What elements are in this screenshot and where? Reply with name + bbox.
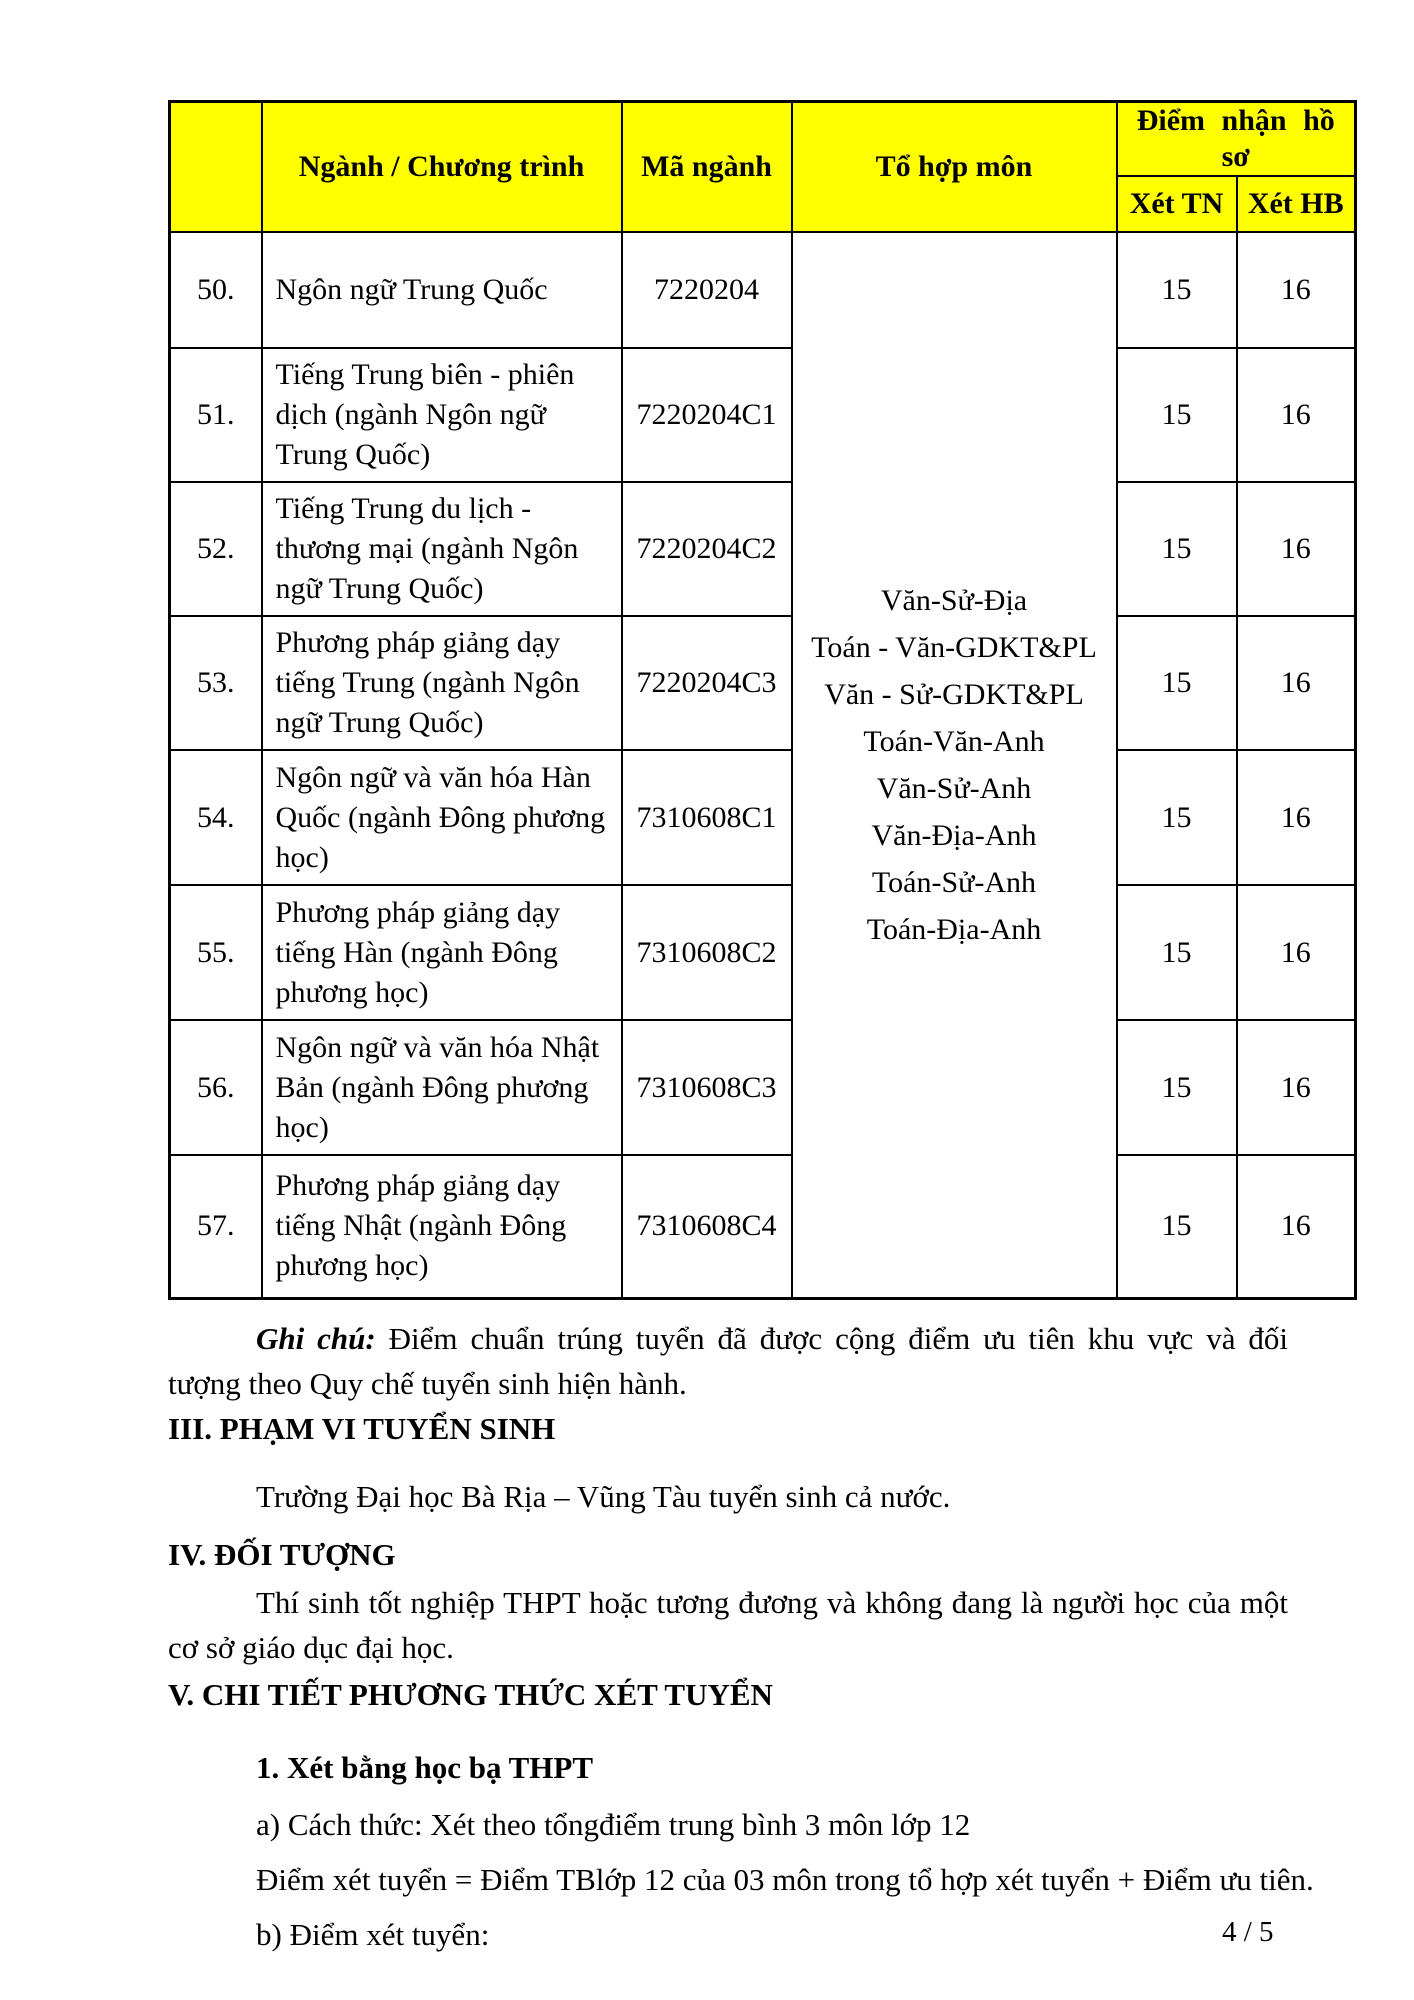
table-row (170, 232, 1356, 348)
header-combo: Tổ hợp môn (792, 102, 1117, 233)
method-1-formula: Điểm xét tuyển = Điểm TBlớp 12 của 03 môn trong tổ hợp xét tuyển + Điểm ưu tiên. (256, 1861, 1314, 1897)
stt-cell: 54. (170, 750, 262, 885)
stt-cell: 53. (170, 616, 262, 750)
score-hb-cell: 16 (1237, 750, 1356, 885)
table-row (170, 750, 1356, 885)
combo-line: Toán-Địa-Anh (866, 912, 1042, 946)
header-xet-hb: Xét HB (1237, 176, 1356, 232)
combo-line: Văn - Sử-GDKT&PL (824, 677, 1084, 711)
section-iv-body: Thí sinh tốt nghiệp THPT hoặc tương đương và không đang là người học của một cơ sở giáo dục đại học. (168, 1584, 1288, 1665)
stt-cell: 50. (170, 232, 262, 348)
program-cell: Phương pháp giảng dạy tiếng Trung (ngành Ngôn ngữ Trung Quốc) (262, 616, 622, 750)
admissions-table (168, 100, 1357, 1300)
stt-cell: 51. (170, 348, 262, 482)
combo-cell (792, 232, 1117, 1298)
score-hb-cell: 16 (1237, 348, 1356, 482)
score-tn-cell: 15 (1117, 616, 1237, 750)
table-row (170, 1155, 1356, 1298)
code-cell: 7220204C2 (622, 482, 792, 616)
combo-line: Văn-Sử-Anh (876, 771, 1032, 805)
document-text (168, 1316, 1314, 1957)
combo-line: Toán-Văn-Anh (863, 724, 1045, 758)
stt-cell: 57. (170, 1155, 262, 1298)
score-hb-cell: 16 (1237, 885, 1356, 1020)
table-header-row-1 (170, 102, 1356, 177)
program-cell: Tiếng Trung du lịch - thương mại (ngành Ngôn ngữ Trung Quốc) (262, 482, 622, 616)
code-cell: 7220204C3 (622, 616, 792, 750)
program-cell: Tiếng Trung biên - phiên dịch (ngành Ngôn ngữ Trung Quốc) (262, 348, 622, 482)
stt-cell: 52. (170, 482, 262, 616)
combo-line: Văn-Sử-Địa (880, 583, 1028, 617)
note-label: Ghi chú: (256, 1320, 376, 1356)
code-cell: 7310608C2 (622, 885, 792, 1020)
header-code: Mã ngành (622, 102, 792, 233)
code-cell: 7310608C1 (622, 750, 792, 885)
note-paragraph (168, 1316, 1288, 1406)
table-row (170, 1020, 1356, 1155)
header-score-group: Điểm nhận hồ sơ (1117, 102, 1356, 177)
score-hb-cell: 16 (1237, 616, 1356, 750)
score-tn-cell: 15 (1117, 482, 1237, 616)
code-cell: 7310608C3 (622, 1020, 792, 1155)
score-hb-cell: 16 (1237, 1020, 1356, 1155)
program-cell: Ngôn ngữ Trung Quốc (262, 232, 622, 348)
stt-cell: 55. (170, 885, 262, 1020)
method-1-item-a: a) Cách thức: Xét theo tổngđiểm trung bình 3 môn lớp 12 (256, 1806, 971, 1842)
score-tn-cell: 15 (1117, 1155, 1237, 1298)
section-heading-v: V. CHI TIẾT PHƯƠNG THỨC XÉT TUYỂN (168, 1676, 773, 1712)
page-number: 4 / 5 (1222, 1916, 1274, 1948)
score-tn-cell: 15 (1117, 885, 1237, 1020)
method-1-heading: 1. Xét bằng học bạ THPT (256, 1749, 594, 1785)
program-cell: Phương pháp giảng dạy tiếng Hàn (ngành Đông phương học) (262, 885, 622, 1020)
combo-line: Toán - Văn-GDKT&PL (811, 630, 1097, 664)
page-content (168, 100, 1358, 1957)
score-hb-cell: 16 (1237, 482, 1356, 616)
combo-line: Toán-Sử-Anh (871, 865, 1037, 899)
score-tn-cell: 15 (1117, 348, 1237, 482)
score-tn-cell: 15 (1117, 750, 1237, 885)
score-hb-cell: 16 (1237, 1155, 1356, 1298)
table-row (170, 482, 1356, 616)
program-cell: Ngôn ngữ và văn hóa Hàn Quốc (ngành Đông phương học) (262, 750, 622, 885)
code-cell: 7220204C1 (622, 348, 792, 482)
program-cell: Phương pháp giảng dạy tiếng Nhật (ngành Đông phương học) (262, 1155, 622, 1298)
header-xet-tn: Xét TN (1117, 176, 1237, 232)
table-row (170, 348, 1356, 482)
stt-cell: 56. (170, 1020, 262, 1155)
code-cell: 7220204 (622, 232, 792, 348)
section-iii-body: Trường Đại học Bà Rịa – Vũng Tàu tuyển sinh cả nước. (256, 1478, 951, 1514)
combo-line: Văn-Địa-Anh (871, 818, 1037, 852)
method-1-item-b: b) Điểm xét tuyển: (256, 1916, 490, 1952)
header-program: Ngành / Chương trình (262, 102, 622, 233)
score-tn-cell: 15 (1117, 232, 1237, 348)
section-heading-iv: IV. ĐỐI TƯỢNG (168, 1536, 396, 1572)
note-text: Điểm chuẩn trúng tuyển đã được cộng điểm ưu tiên khu vực và đối tượng theo Quy chế tuyển sinh hiện hành. (168, 1320, 1288, 1401)
score-hb-cell: 16 (1237, 232, 1356, 348)
table-row (170, 616, 1356, 750)
header-stt-empty (170, 102, 262, 233)
code-cell: 7310608C4 (622, 1155, 792, 1298)
section-heading-iii: III. PHẠM VI TUYỂN SINH (168, 1410, 556, 1446)
program-cell: Ngôn ngữ và văn hóa Nhật Bản (ngành Đông phương học) (262, 1020, 622, 1155)
score-tn-cell: 15 (1117, 1020, 1237, 1155)
table-row (170, 885, 1356, 1020)
